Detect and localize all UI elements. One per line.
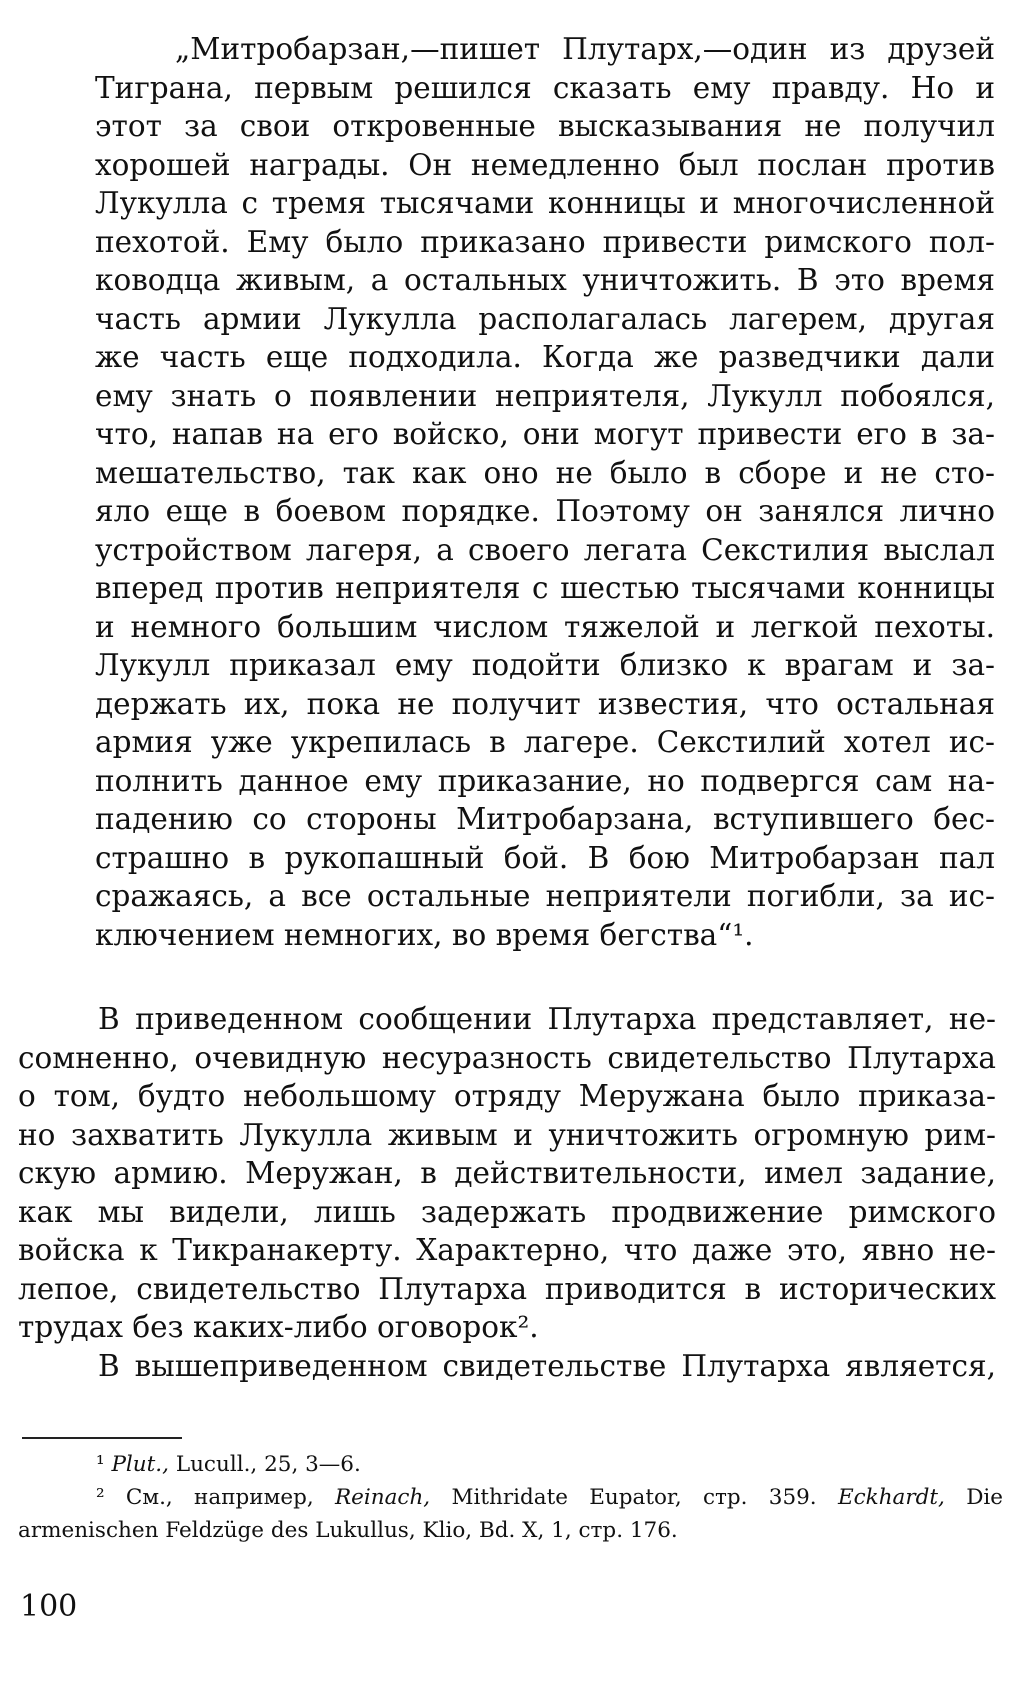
text-line: ключением немногих, во время бегства“¹. [95,917,754,952]
text-line: хорошей награды. Он немедленно был послан против [95,147,995,182]
text-line: но захватить Лукулла живым и уничтожить огромную рим- [18,1117,996,1152]
text-line: скую армию. Меружан, в действительности, имел задание, [18,1156,996,1190]
footnote-2 [18,1481,1003,1514]
footnote-2-continuation [18,1514,1003,1547]
text-line: устройством лагеря, а своего легата Секстилия выслал [95,532,995,567]
footnote-text: Lucull., 25, 3—6. [175,1452,361,1477]
text-line: лепое, свидетельство Плутарха приводится в исторических [18,1271,996,1306]
footnote-text: См., например, [125,1485,314,1510]
footnote-author: Eckhardt, [837,1485,945,1510]
footnote-marker: ¹ [96,1452,105,1477]
footnote-author: Plut., [111,1452,169,1477]
text-line: страшно в рукопашный бой. В бою Митробарзан пал [95,840,995,875]
text-line: Лукулла с тремя тысячами конницы и многочисленной [95,186,995,220]
text-line: же часть еще подходила. Когда же разведчики дали [95,340,995,374]
footnote-author: Reinach, [334,1485,431,1510]
text-line: и немного большим числом тяжелой и легкой пехоты. [95,609,995,644]
footnote-marker: ² [96,1485,105,1510]
footnotes [18,1448,1003,1547]
text-line: как мы видели, лишь задержать продвижение римского [18,1194,996,1229]
text-line: „Митробарзан,—пишет Плутарх,—один из друзей [175,32,995,66]
text-line: трудах без каких-либо оговорок². [18,1310,539,1344]
text-line: падению со стороны Митробарзана, вступившего бес- [95,802,995,836]
text-line: держать их, пока не получит известия, что остальная [95,686,995,721]
main-paragraph [18,1000,996,1385]
text-line: пехотой. Ему было приказано привести римского пол- [95,224,995,259]
text-line: Лукулл приказал ему подойти близко к врагам и за- [95,648,995,682]
text-line: сомненно, очевидную несуразность свидетельство Плутарха [18,1040,996,1075]
text-line: вперед против неприятеля с шестью тысячами конницы [95,571,995,605]
footnote-text: Die [966,1485,1003,1510]
text-line: ководца живым, а остальных уничтожить. В это время [95,263,995,297]
text-line: полнить данное ему приказание, но подвергся сам на- [95,763,995,798]
text-line: сражаясь, а все остальные неприятели погибли, за ис- [95,879,995,913]
footnote-text: Mithridate Eupator, стр. 359. [451,1485,817,1510]
text-line: Тиграна, первым решился сказать ему правду. Но и [95,70,995,105]
text-line: В приведенном сообщении Плутарха представляет, не- [98,1002,996,1036]
text-line: что, напав на его войско, они могут привести его в за- [95,417,995,451]
text-line: ему знать о появлении неприятеля, Лукулл побоялся, [95,378,995,413]
text-line: армия уже укрепилась в лагере. Секстилий хотел ис- [95,725,995,759]
footnote-1 [18,1448,1003,1481]
footnote-separator [22,1437,182,1439]
text-line: часть армии Лукулла располагалась лагерем, другая [95,301,995,336]
text-line: яло еще в боевом порядке. Поэтому он занялся лично [95,494,995,528]
text-line: войска к Тикранакерту. Характерно, что даже это, явно не- [18,1233,996,1267]
text-line: этот за свои откровенные высказывания не получил [95,109,995,143]
last-paragraph-line: В вышеприведенном свидетельстве Плутарха является, [98,1348,996,1383]
quote-paragraph [95,30,995,954]
text-line: о том, будто небольшому отряду Меружана было приказа- [18,1079,996,1113]
page-number: 100 [20,1589,78,1624]
footnote-text: armenischen Feldzüge des Lukullus, Klio, Bd. X, 1, стр. 176. [18,1518,678,1543]
text-line: мешательство, так как оно не было в сборе и не сто- [95,455,995,490]
